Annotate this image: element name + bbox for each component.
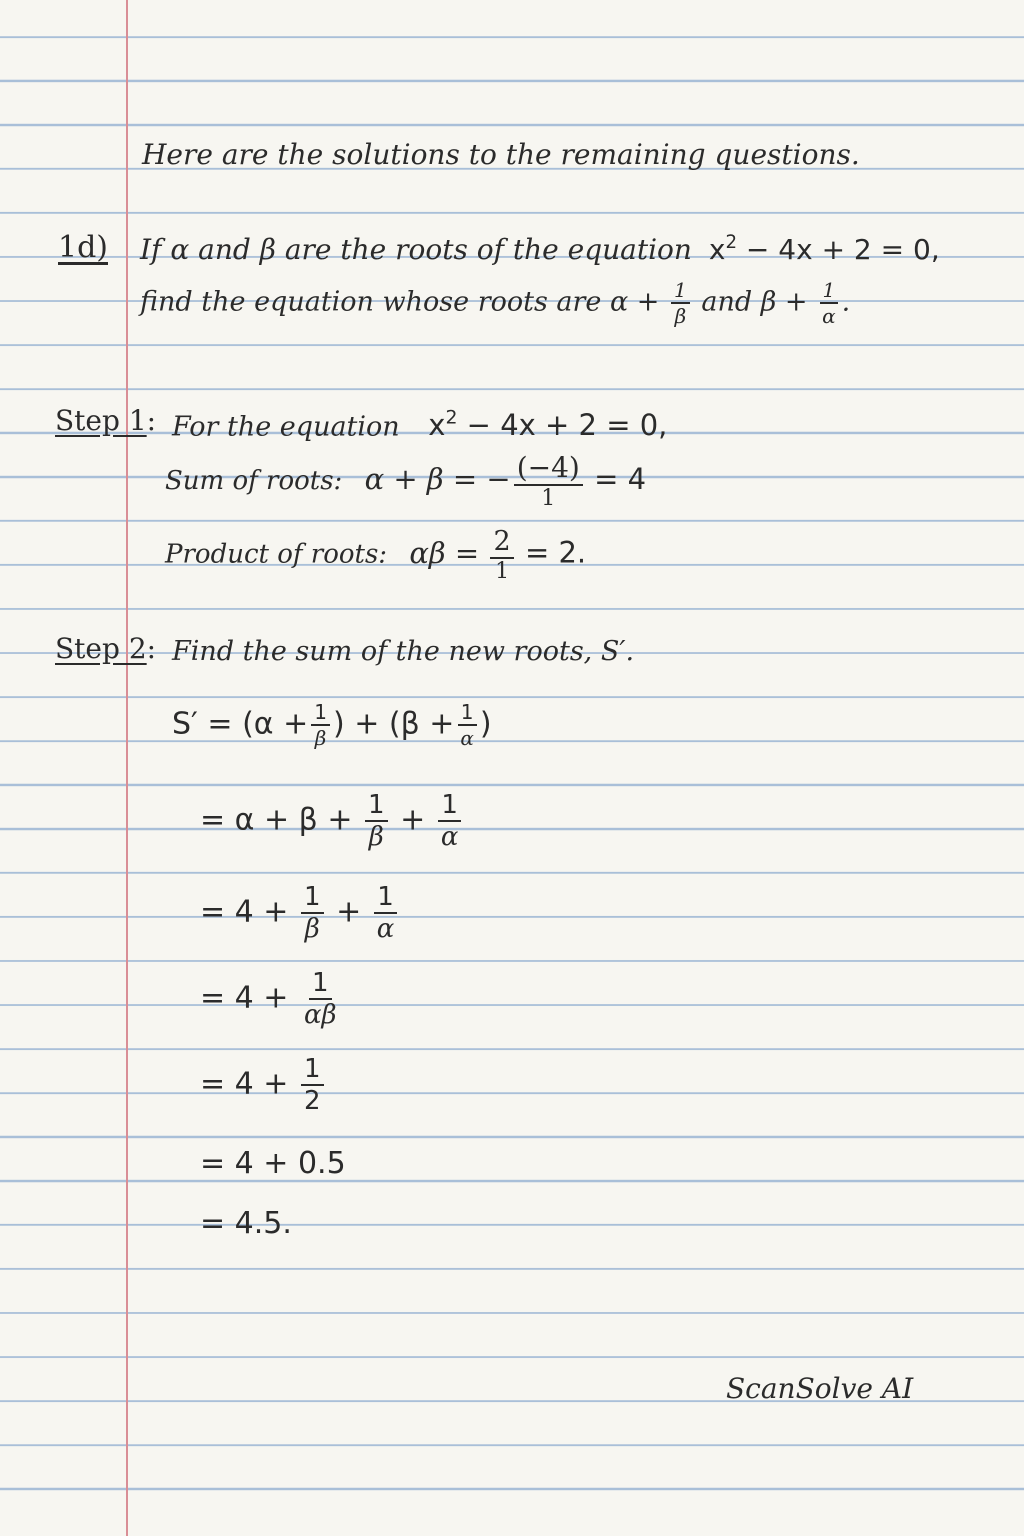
step1-for-equation: For the equation $x^2 - 4x + 2 = 0$, [172, 408, 668, 443]
question-line-1: If α and β are the roots of the equation $x^2 - 4x + 2 = 0$, [140, 232, 940, 266]
product-of-roots: Product of roots: αβ = $\frac{2}{1}$ = 2. [165, 526, 587, 584]
signature: ScanSolve AI [726, 1372, 914, 1405]
intro-text: Here are the solutions to the remaining questions. [142, 138, 860, 171]
sum-of-roots: Sum of roots: α + β = − $\frac{(-4)}{1}$ = 4 [165, 451, 647, 511]
question-line-2: find the equation whose roots are α + $\frac{1}{\beta}$ and β + $\frac{1}{\alpha}$ . [140, 278, 851, 328]
s-prime-line-6: = 4 + 0.5 [200, 1146, 346, 1181]
step1-label: Step 1: [55, 404, 157, 437]
s-prime-line-2: = α + β + $\frac{1}{\beta}$ + $\frac{1}{\alpha}$ [200, 792, 464, 850]
step2-text: Find the sum of the new roots, S′. [172, 636, 635, 667]
s-prime-line-5: = 4 + $\frac{1}{2}$ [200, 1056, 327, 1114]
s-prime-line-4: = 4 + $\frac{1}{\alpha\beta}$ [200, 968, 337, 1030]
s-prime-definition: S′ = (α + $\frac{1}{\beta}$ ) + (β + $\frac{1}{\alpha}$ ) [172, 700, 492, 750]
question-label: 1d) [58, 230, 108, 265]
step2-label: Step 2: [55, 632, 157, 665]
margin-line [126, 0, 128, 1536]
s-prime-line-3: = 4 + $\frac{1}{\beta}$ + $\frac{1}{\alpha}$ [200, 884, 400, 942]
s-prime-result: = 4.5. [200, 1206, 292, 1241]
